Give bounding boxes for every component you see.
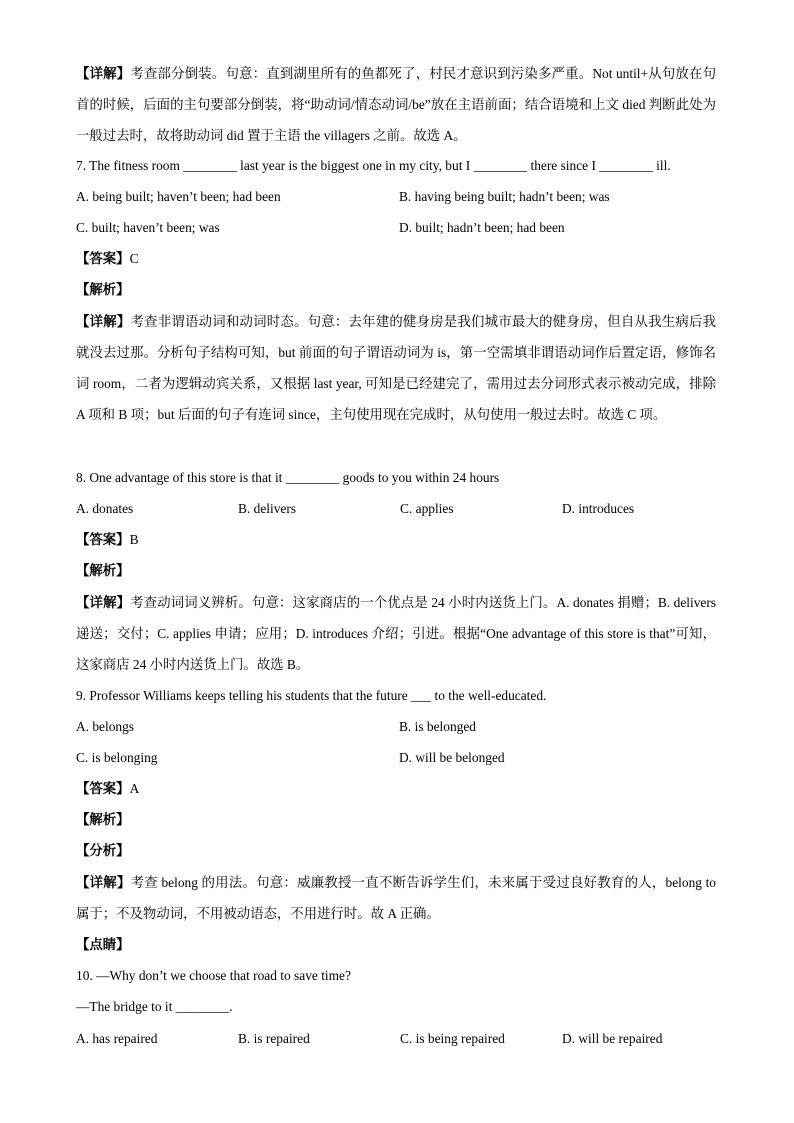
q9-analysis-label: 【解析】	[76, 812, 130, 827]
detail-text: 考查非谓语动词和动词时态。句意：去年建的健身房是我们城市最大的健身房，但自从我生病后我就没去过那。分析句子结构可知，but 前面的句子谓语动词为 is，第一空需填非谓语动词作后置定语，修饰名词 room，二者为逻辑动宾关系，又根据 last year, 可知是已经建完了，需用过去分词形式表示被动完成，排除 A 项和 B 项；but 后面的句子有连词 since，主句使用现在完成时，从句使用一般过去时。故选 C 项。	[76, 314, 717, 422]
q7-option-d: D. built; hadn’t been; had been	[399, 220, 565, 235]
q9-option-b: B. is belonged	[399, 719, 476, 734]
q6-detail	[76, 58, 716, 151]
q7-option-a: A. being built; haven’t been; had been	[76, 189, 281, 204]
detail-label: 【详解】	[76, 314, 131, 329]
q9-answer	[76, 780, 139, 798]
q8-option-c: C. applies	[400, 501, 454, 516]
q10-option-c: C. is being repaired	[400, 1031, 505, 1046]
q7-option-c: C. built; haven’t been; was	[76, 220, 220, 235]
answer-value: B	[129, 532, 139, 547]
q10-option-d: D. will be repaired	[562, 1031, 663, 1046]
answer-value: C	[129, 251, 139, 266]
answer-label: 【答案】	[76, 532, 130, 547]
answer-label: 【答案】	[76, 781, 130, 796]
q7-answer	[76, 250, 139, 268]
q8-analysis-label: 【解析】	[76, 563, 130, 578]
detail-text: 考查 belong 的用法。句意：威廉教授一直不断告诉学生们，未来属于受过良好教育的人，belong to 属于；不及物动词，不用被动语态，不用进行时。故 A 正确。	[76, 875, 716, 921]
q9-option-d: D. will be belonged	[399, 750, 505, 765]
q9-dianjing-label: 【点睛】	[76, 937, 130, 952]
answer-value: A	[129, 781, 140, 796]
q9-detail	[76, 867, 716, 929]
q10-option-b: B. is repaired	[238, 1031, 310, 1046]
q8-detail	[76, 587, 716, 680]
q9-option-a: A. belongs	[76, 719, 135, 734]
detail-text: 考查部分倒装。句意：直到湖里所有的鱼都死了，村民才意识到污染多严重。Not until+从句放在句首的时候，后面的主句要部分倒装，将“助动词/情态动词/be”放在主语前面；结合语境和上文 died 判断此处为一般过去时，故将助动词 did 置于主语 the villagers 之前。故选 A。	[76, 66, 716, 143]
q10-line1: 10. —Why don’t we choose that road to save time?	[76, 968, 351, 983]
q7-detail	[76, 306, 716, 430]
q8-option-b: B. delivers	[238, 501, 297, 516]
q8-stem: 8. One advantage of this store is that it ________ goods to you within 24 hours	[76, 470, 500, 485]
q8-answer	[76, 531, 139, 549]
detail-label: 【详解】	[76, 875, 131, 890]
q8-option-a: A. donates	[76, 501, 134, 516]
q9-stem: 9. Professor Williams keeps telling his students that the future ___ to the well-educated.	[76, 688, 547, 703]
q9-option-c: C. is belonging	[76, 750, 158, 765]
detail-label: 【详解】	[76, 595, 131, 610]
q10-option-a: A. has repaired	[76, 1031, 158, 1046]
detail-text: 考查动词词义辨析。句意：这家商店的一个优点是 24 小时内送货上门。A. donates 捐赠；B. delivers 递送；交付；C. applies 申请；应用；D. introduces 介绍；引进。根据“One advantage of this store is that”可知，这家商店 24 小时内送货上门。故选 B。	[76, 595, 717, 672]
q10-line2: —The bridge to it ________.	[76, 999, 233, 1014]
q7-option-b: B. having being built; hadn’t been; was	[399, 189, 610, 204]
answer-label: 【答案】	[76, 251, 130, 266]
q7-analysis-label: 【解析】	[76, 282, 130, 297]
q7-stem: 7. The fitness room ________ last year is the biggest one in my city, but I ________ there since I ________ ill.	[76, 158, 671, 173]
q9-fenxi-label: 【分析】	[76, 843, 130, 858]
q8-option-d: D. introduces	[562, 501, 635, 516]
detail-label: 【详解】	[76, 66, 131, 81]
